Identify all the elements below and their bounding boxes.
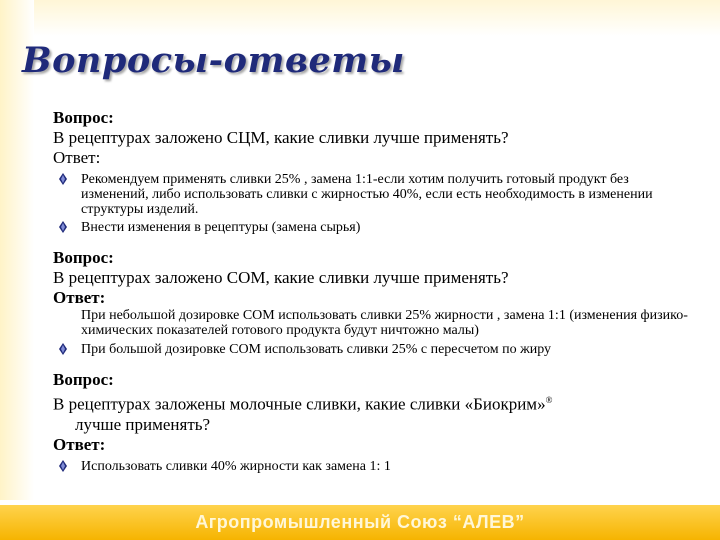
question-text: В рецептурах заложено СЦМ, какие сливки лучше применять? <box>53 128 509 147</box>
question-text <box>53 390 693 415</box>
list-item-text: При большой дозировке СОМ использовать сливки 25% с пересчетом по жиру <box>81 342 552 357</box>
question-text: В рецептурах заложено СОМ, какие сливки лучше применять? <box>53 268 509 287</box>
content <box>53 108 693 477</box>
list-item <box>53 220 693 235</box>
answer-label: Ответ: <box>53 288 106 307</box>
diamond-bullet-icon <box>57 342 69 356</box>
answer-text: При небольшой дозировке СОМ использовать сливки 25% жирности , замена 1:1 (изменения физико-химических показателей готового продукта будут ничтожно малы) <box>81 308 688 338</box>
slide-title: Вопросы-ответы <box>22 40 405 81</box>
list-item-text: Использовать сливки 40% жирности как замена 1: 1 <box>81 458 391 474</box>
question-label: Вопрос: <box>53 370 114 389</box>
list-item-text: Внести изменения в рецептуры (замена сырья) <box>81 220 361 235</box>
header-band <box>0 0 720 36</box>
qa-block-3 <box>53 370 693 474</box>
list-item-text: Рекомендуем применять сливки 25% , замена 1:1-если хотим получить готовый продукт без изменений, либо использовать сливки с жирностью 40%, если есть необходимость в изменении структуры изделий. <box>81 172 653 217</box>
list-item <box>53 172 693 217</box>
diamond-bullet-icon <box>57 459 69 473</box>
question-label: Вопрос: <box>53 248 114 267</box>
diamond-bullet-icon <box>57 220 69 234</box>
list-item <box>53 342 693 357</box>
list-item <box>53 459 693 474</box>
answer-list <box>53 172 693 235</box>
question-text-part-1: В рецептурах заложены молочные сливки, какие сливки «Биокрим» <box>53 394 546 414</box>
footer-text: Агропромышленный Союз “АЛЕВ” <box>195 512 525 532</box>
diamond-bullet-icon <box>57 172 69 186</box>
answer-list <box>53 342 693 357</box>
answer-list <box>53 459 693 474</box>
qa-block-2 <box>53 248 693 357</box>
answer-label: Ответ: <box>53 148 101 167</box>
registered-mark: ® <box>545 395 553 405</box>
answer-label: Ответ: <box>53 434 106 454</box>
question-text-continued: лучше применять? <box>75 414 211 434</box>
question-label: Вопрос: <box>53 108 114 127</box>
qa-block-1 <box>53 108 693 235</box>
